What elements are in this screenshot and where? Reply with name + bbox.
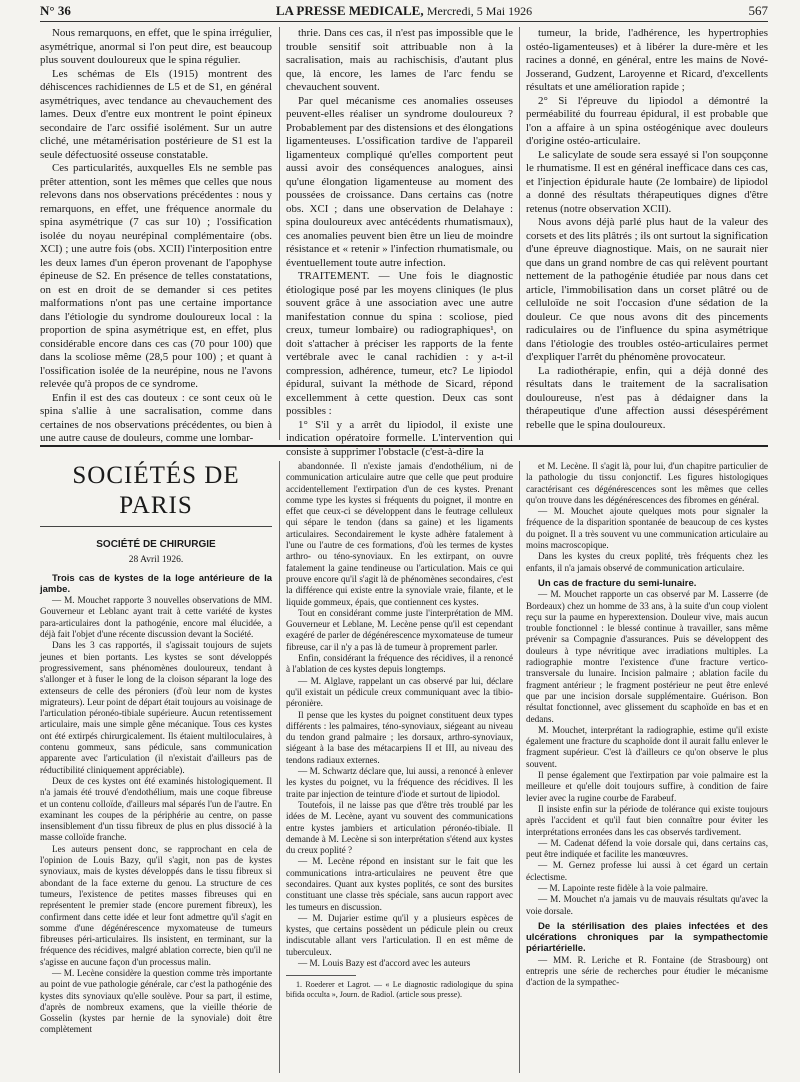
societes-column-2 — [286, 461, 513, 1079]
paragraph: — M. Gernez professe lui aussi à cet égard un certain éclectisme. — [526, 860, 768, 882]
paragraph: — M. Louis Bazy est d'accord avec les auteurs — [298, 958, 471, 969]
paragraph: — MM. R. Leriche et R. Fontaine (de Strasbourg) ont entrepris une série de recherches pour étudier le mécanisme d'action de la sympathec- — [526, 954, 768, 988]
paragraph: M. Mouchet, interprétant la radiographie, estime qu'il existe également une fracture du scaphoïde dont il aurait fallu enlever le fragment supérieur. C'est là d'ailleurs ce qu'on observe le plus souvent. — [526, 724, 768, 769]
article-column-3 — [526, 27, 768, 440]
column-rule — [519, 27, 520, 440]
section-rule — [40, 445, 768, 447]
page-number: 567 — [748, 3, 768, 18]
footnote-text: 1. Roederer et Lagrot. — « Le diagnostic radiologique du spina bifida occulta », Journ. de Radiol. (article sous presse). — [286, 980, 513, 1000]
paragraph: — M. Mouchet rapporte un cas observé par M. Lasserre (de Bordeaux) chez un homme de 33 ans, à la suite d'un coup violent reçu sur la paume en hyperextension. Douleur vive, mais aucun trouble fonctionnel : le blessé continue à travailler, sans même prévenir sa Compagnie d'assurances. Puis se développent des douleurs à type névritique avec irradiations multiples. La radiographie montre l'existence d'une fracture vertico-transversale du lunaire. Incision palmaire ; ablation facile du fragment antérieur ; le fragment postérieur ne peut être enlevé que par une incision dorsale supplémentaire. Guérison. Bon résultat fonctionnel, avec glissement du scaphoïde en bas et en dedans. — [526, 589, 768, 724]
paragraph: 2° Si l'épreuve du lipiodol a démontré la perméabilité du fourreau épidural, il est probable que l'on a affaire à un spina ostéogénique avec douleurs d'origine ostéo-articulaire. — [526, 94, 768, 147]
paragraph: TRAITEMENT. — Une fois le diagnostic étiologique posé par les moyens cliniques (le plus souvent grâce à une association avec une autre manifestation connue du spina : scoliose, pied creux, tumeur lombaire) ou radiographiques¹, on doit s'attacher à préciser les rapports de la fente vertébrale avec le canal rachidien : y a-t-il compression, adhérence, tumeur, etc? Le lipiodol épidural, suivant la méthode de Sicard, répond excellemment à cette question. Deux cas sont possibles : — [286, 270, 513, 417]
column-rule — [279, 27, 280, 440]
paragraph: — M. Lapointe reste fidèle à la voie palmaire. — [538, 882, 708, 893]
report-title: Trois cas de kystes de la loge antérieure de la jambe. — [40, 572, 272, 595]
societes-column-1 — [40, 461, 272, 1079]
paragraph: Nous remarquons, en effet, que le spina irrégulier, asymétrique, anormal si l'on peut dire, est beaucoup plus souvent douloureux que le spina régulier. — [40, 27, 272, 66]
paragraph: — M. Schwartz déclare que, lui aussi, a renoncé à enlever les kystes du poignet, vu la fréquence des récidives. Il les traite par injection de teinture d'iode et surtout de lipiodol. — [286, 766, 513, 799]
paragraph: Il pense également que l'extirpation par voie palmaire est la meilleure et qu'elle doit toujours suffire, à condition de faire levier avec la rugine courbe de Farabeuf. — [526, 770, 768, 803]
paragraph: Enfin, considérant la fréquence des récidives, il a renoncé à l'ablation de ces kystes depuis longtemps. — [286, 653, 513, 675]
footnote — [286, 980, 513, 1000]
paragraph: Ces particularités, auxquelles Els ne semble pas prêter attention, sont les mêmes que celles que nous relevons dans nos observations précédentes : nous y remarquons, en effet, une fréquence anormale du spina asymétrique (7 cas sur 10) ; l'ossification isolée du noyau neurépinal complémentaire (obs. XCI) ; une autre fois (obs. XCII) l'interposition entre les deux lames d'un éperon provenant de l'apophyse épineuse de S2. En présence de telles constatations, on est en droit de se demander si ces petites malformations n'ont pas une certaine importance dans l'étiologie du syndrome douloureux local : la proportion de spina asymétrique est, en effet, plus considérable encore dans ces cas (70 pour 100) que dans la scoliose même (28,5 pour 100) ; et quant à l'ossification isolée de la neurépine, nous ne l'avons relevée qu'à propos de ce syndrome. — [40, 162, 272, 390]
paragraph: Les schémas de Els (1915) montrent des déhiscences rachidiennes de L5 et de S1, en général asymétriques, avec tendance au chevauchement des lames. Deux d'entre eux montrent le point épineux secondaire de l'arc ossifié isolément. Sur un autre cliché, une métamérisation postérieure de S1 est la seule défectuosité osseuse constatable. — [40, 67, 272, 161]
paragraph: Toutefois, il ne laisse pas que d'être très troublé par les idées de M. Lecène, ayant vu souvent des communications entre kystes jambiers et articulation péronéo-tibiale. Il demande à M. Lecène si son interprétation s'étend aux kystes du creux poplité ? — [286, 799, 513, 856]
footnote-rule — [286, 975, 356, 976]
running-header — [40, 3, 768, 21]
paragraph: — M. Lecène répond en insistant sur le fait que les communications intra-articulaires ne peuvent être que secondaires. Quant aux kystes poplités, ce sont des bursites constituant une classe très spéciale, sans aucun rapport avec les tumeurs en discussion. — [286, 856, 513, 912]
paragraph: La radiothérapie, enfin, qui a déjà donné des résultats dans le traitement de la sacralisation douloureuse, n'est pas à dédaigner dans la thérapeutique d'une affection aussi désespérément rebelle que le spina douloureux. — [526, 364, 768, 431]
paragraph: tumeur, la bride, l'adhérence, les hypertrophies ostéo-ligamenteuses) et à libérer la dure-mère et les racines a donné, en général, entre les mains de Nové-Josserand, Gudzent, Laroyenne et Ricard, d'excellents résultats et une amélioration rapide ; — [526, 27, 768, 93]
paragraph: — M. Dujarier estime qu'il y a plusieurs espèces de kystes, que certains possèdent un pédicule plein ou creux indiscutable allant vers l'articulation. Il en est même de tuberculeux. — [286, 912, 513, 957]
paragraph: Il pense que les kystes du poignet constituent deux types différents : les palmaires, téno-synoviaux, siégeant au niveau du tendon grand palmaire ; les dorsaux, arthro-synoviaux, siégeant à la base des métacarpiens II et III, au niveau des tendons radiaux externes. — [286, 709, 513, 765]
paragraph: Nous avons déjà parlé plus haut de la valeur des corsets et des lits plâtrés ; ils ont surtout la signification d'une épreuve diagnostique. Mais, on ne saurait nier que dans un grand nombre de cas qui relèvent pourtant nettement de la pathogénie étudiée par nous dans cet article, l'immobilisation dans un corset plâtré ou de celluloïde ne soit l'occasion d'une sédation de la douleur. Ce que nous avons dit des pincements radiculaires ou de l'influence du spina asymétrique dans l'étiologie des troubles ostéo-articulaires permet d'expliquer l'arrêt du phénomène provocateur. — [526, 216, 768, 363]
article-column-2 — [286, 27, 513, 458]
session-date: 28 Avril 1926. — [128, 555, 184, 566]
paragraph: — M. Alglave, rappelant un cas observé par lui, déclare qu'il existait un pédicule creux communiquant avec la tibio-péronière. — [286, 675, 513, 709]
column-rule — [519, 461, 520, 1073]
paragraph: abandonnée. Il n'existe jamais d'endothélium, ni de communication articulaire autre que celle que peut produire accidentellement l'extirpation d'un de ces kystes. Prenant comme type les kystes si fréquents du poignet, il montre en effet que ceux-ci se développent dans le feutrage celluleux qui sépare le tendon (dans sa gaine) et les ligaments articulaires. Secondairement le kyste adhère fatalement à l'une ou l'autre de ces formations, d'où les termes de kystes arthro- ou téno-synoviaux. En les extirpant, on ouvre fatalement la gaine tendineuse ou l'articulation. Mais ce qui prouve encore qu'il s'agit là de phénomènes secondaires, c'est la différence qui existe entre la synoviale vraie, filante, et le liquide gommeux, épais, que contiennent ces kystes. — [286, 461, 513, 607]
paragraph: Deux de ces kystes ont été examinés histologiquement. Il n'a jamais été trouvé d'endothélium, mais une coque fibreuse et un contenu colloïde, d'ailleurs mal séparés l'un de l'autre. En examinant les coupes de la périphérie au centre, on passe insensiblement d'un tissu fibreux de plus en plus dissocié à la masse colloïde franche. — [40, 775, 272, 843]
journal-name: LA PRESSE MEDICALE, — [275, 3, 424, 18]
paragraph: Par quel mécanisme ces anomalies osseuses peuvent-elles réaliser un syndrome douloureux ? Probablement par des distensions et des élongations ligamenteuses. L'ossification tardive de l'appareil ligamenteux compliqué qu'elles comportent peut aussi avoir des conséquences analogues, ainsi qu'une élongation ligamenteuse au moment des poussées de croissance. Dans certains cas (notre obs. XCI ; dans une observation de Delahaye : spina douloureux avec antécédents rhumatismaux), ces anomalies peuvent bien être un lieu de moindre résistance et « retenir » l'infection rhumatismale, ou éventuellement toute autre infection. — [286, 94, 513, 269]
journal-title-line — [40, 3, 768, 19]
paragraph: Enfin il est des cas douteux : ce sont ceux où le spina s'allie à une sacralisation, comme dans certaines de nos observations précédentes, ou bien à une autre cause de douleurs, comme une lombar- — [40, 391, 272, 444]
report-title: Un cas de fracture du semi-lunaire. — [538, 577, 697, 589]
section-title: SOCIÉTÉS DE PARIS — [40, 461, 272, 527]
column-rule — [279, 461, 280, 1073]
issue-date: Mercredi, 5 Mai 1926 — [426, 4, 533, 18]
paragraph: et M. Lecène. Il s'agit là, pour lui, d'un chapitre particulier de la pathologie du tissu conjonctif. Les figures histologiques caractérisant ces dégénérescences sont les mêmes que celles qu'on trouve dans les dégénérescences des fibromes en général. — [526, 461, 768, 505]
paragraph: 1° S'il y a arrêt du lipiodol, il existe une indication opératoire formelle. L'intervention qui consiste à supprimer l'obstacle (c'est-à-dire la — [286, 418, 513, 458]
paragraph: Tout en considérant comme juste l'interprétation de MM. Gouverneur et Leblane, M. Lecène pense qu'il est cependant exagéré de parler de dégénérescence myxomateuse de tumeur fibreuse, car il n'y a pas là de tumeur à proprement parler. — [286, 607, 513, 652]
paragraph: — M. Lecène considère la question comme très importante au point de vue pathologie générale, car c'est la pathogénie des kystes dits synoviaux qu'elle soulève. Pour sa part, il estime, d'après de nombreux examens, que la vieille théorie de Gosselin (kystes par hernie de la synoviale) doit être complètement — [40, 967, 272, 1035]
paragraph: Dans les kystes du creux poplité, très fréquents chez les enfants, il n'a jamais observé de communication articulaire. — [526, 551, 768, 573]
paragraph: Les auteurs pensent donc, se rapprochant en cela de l'opinion de Louis Bazy, qu'il s'agit, non pas de kystes synoviaux, mais de kystes développés dans le tissu fibreux si abondant de la face externe du genou. La structure de ces tumeurs, l'existence de petites masses fibreuses qui en représentent le premier stade (encore purement fibreux), les confirment dans cette idée et leur font admettre qu'il s'agit en somme d'une dégénérescence myxomateuse de tumeurs fibreuses péri-articulaires. Ils insistent, en terminant, sur la fréquence des récidives, malgré ablation correcte, bien qu'il ne s'agisse en aucune façon d'un processus malin. — [40, 843, 272, 967]
paragraph: — M. Mouchet rapporte 3 nouvelles observations de MM. Gouverneur et Leblanc ayant trait à cette variété de kystes para-articulaires dont la pathogénie, encore mal élucidée, a déjà fait l'objet d'une récente discussion devant la Société. — [40, 595, 272, 640]
societes-column-3 — [526, 461, 768, 1079]
paragraph: thrie. Dans ces cas, il n'est pas impossible que le trouble sensitif soit attribuable non à la sacralisation, mais au rachischisis, d'autant plus que, là encore, les lames de l'arc fendu se chevauchent souvent. — [286, 27, 513, 93]
paragraph: — M. Cadenat défend la voie dorsale qui, dans certains cas, peut être indiquée et facilite les manœuvres. — [526, 837, 768, 860]
header-rule — [40, 21, 768, 22]
article-column-1 — [40, 27, 272, 444]
society-name: SOCIÉTÉ DE CHIRURGIE — [96, 539, 216, 550]
paragraph: Il insiste enfin sur la période de tolérance qui existe toujours après l'accident et qu'il faut bien connaître pour éviter les interprétations erronées dans les cas observés tardivement. — [526, 803, 768, 837]
paragraph: Le salicylate de soude sera essayé si l'on soupçonne le rhumatisme. Il est en général inefficace dans ces cas, et l'injection épidurale haute (2e lombaire) de lipiodol a donné des résultats thérapeutiques dignes d'être retenus (notre observation XCII). — [526, 148, 768, 215]
paragraph: — M. Mouchet n'a jamais vu de mauvais résultats qu'avec la voie dorsale. — [526, 894, 768, 916]
issue-number: N° 36 — [40, 3, 71, 18]
report-title: De la stérilisation des plaies infectées et des ulcérations chroniques par la sympathectomie périartérielle. — [526, 920, 768, 955]
paragraph: — M. Mouchet ajoute quelques mots pour signaler la fréquence de la disparition spontanée de beaucoup de ces kystes du poignet. Il a très souvent vu une communication articulaire au moins macroscopique. — [526, 506, 768, 551]
paragraph: Dans les 3 cas rapportés, il s'agissait toujours de sujets jeunes et bien portants. Les kystes se sont développés progressivement, sans phénomènes douloureux, tendant à s'allonger et à fuser le long de la cloison séparant la loge des extenseurs de celle des péroniers (d'où leur nom de kystes migrateurs). Leur point de départ était toujours au voisinage de l'articulation péronéo-tibiale supérieure. Aucun retentissement articulaire, mais une simple gêne mécanique. Tous ces kystes ont été extirpés chirurgicalement. Ils étaient multiloculaires, à contenu gommeux, sans pédicule, sans communication apparente avec l'articulation (il n'existait d'ailleurs pas de réductibilité cliniquement appréciable). — [40, 640, 272, 775]
